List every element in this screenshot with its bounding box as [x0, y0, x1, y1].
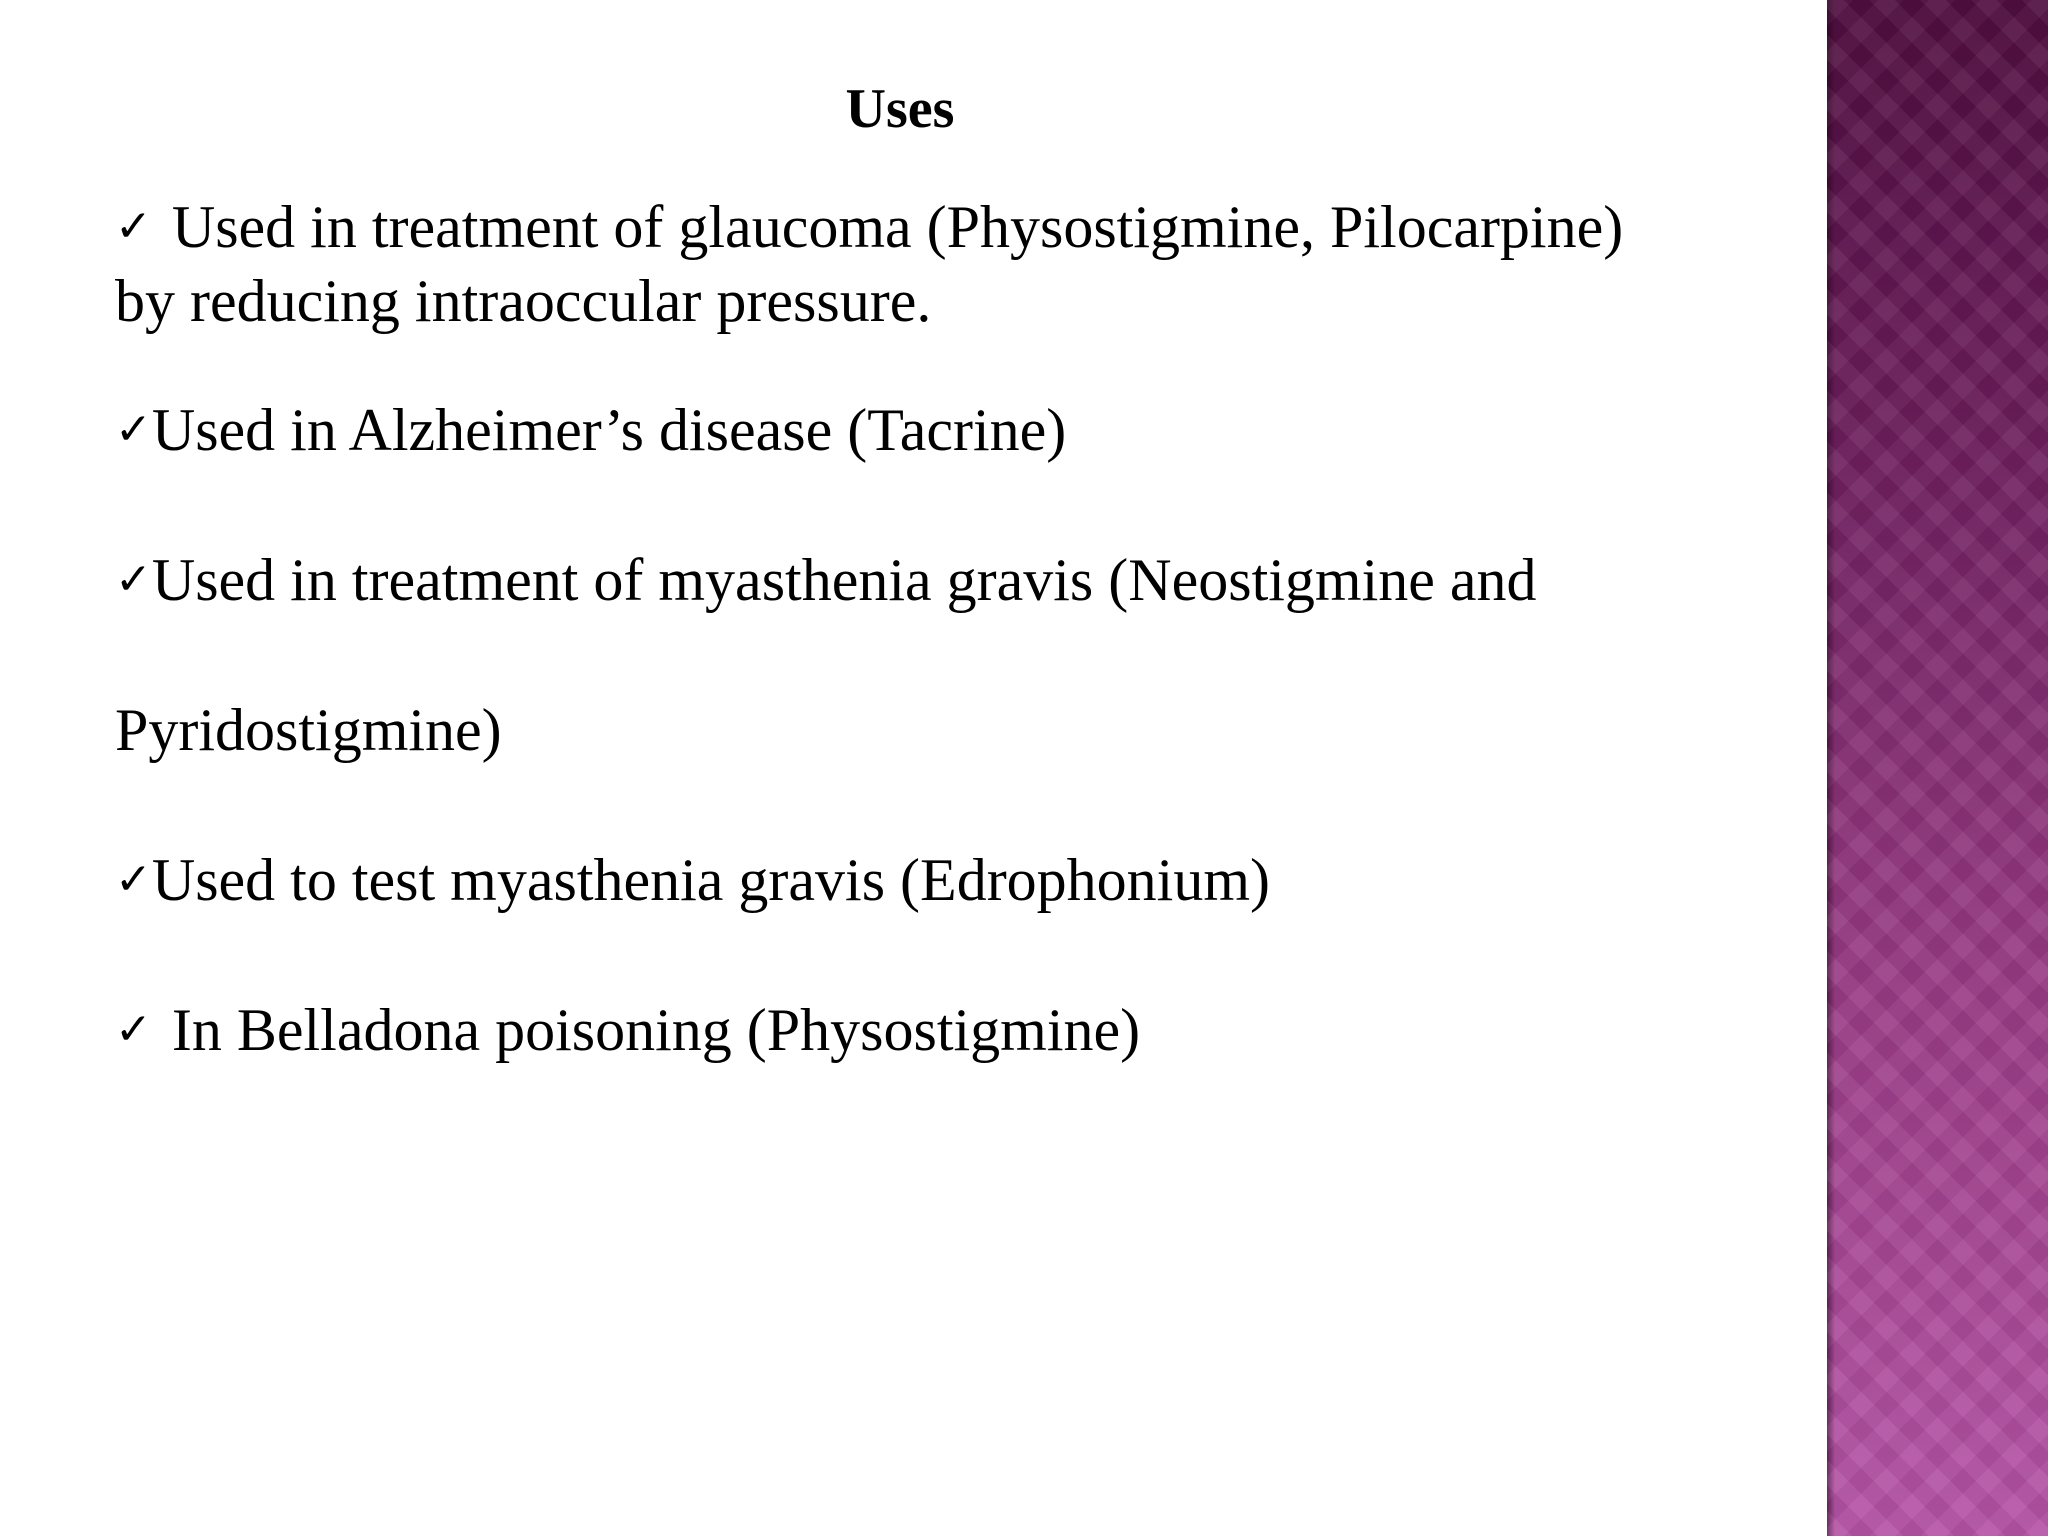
bullet-belladona — [115, 993, 1755, 1067]
bullet-myasthenia-treatment-continuation: Pyridostigmine) — [115, 697, 502, 763]
decorative-side-band — [1827, 0, 2048, 1536]
slide-title: Uses — [845, 78, 955, 140]
bullet-alzheimers — [115, 393, 1755, 467]
bullet-glaucoma — [115, 190, 1755, 264]
bullet-myasthenia-treatment — [115, 543, 1755, 617]
bullet-text: In Belladona poisoning (Physostigmine) — [171, 997, 1141, 1063]
checkmark-icon: ✓ — [115, 1004, 152, 1055]
checkmark-icon: ✓ — [115, 201, 152, 252]
bullet-text: Used to test myasthenia gravis (Edrophonium) — [151, 847, 1270, 913]
checkmark-icon: ✓ — [115, 554, 152, 605]
bullet-text: Used in treatment of myasthenia gravis (Neostigmine and — [151, 547, 1537, 613]
checkmark-icon: ✓ — [115, 854, 152, 905]
bullet-text: Used in treatment of glaucoma (Physostigmine, Pilocarpine) — [171, 194, 1624, 260]
checkmark-icon: ✓ — [115, 404, 152, 455]
bullet-glaucoma-continuation: by reducing intraoccular pressure. — [115, 268, 932, 334]
bullet-text: Used in Alzheimer’s disease (Tacrine) — [151, 397, 1067, 463]
bullet-myasthenia-test — [115, 843, 1755, 917]
